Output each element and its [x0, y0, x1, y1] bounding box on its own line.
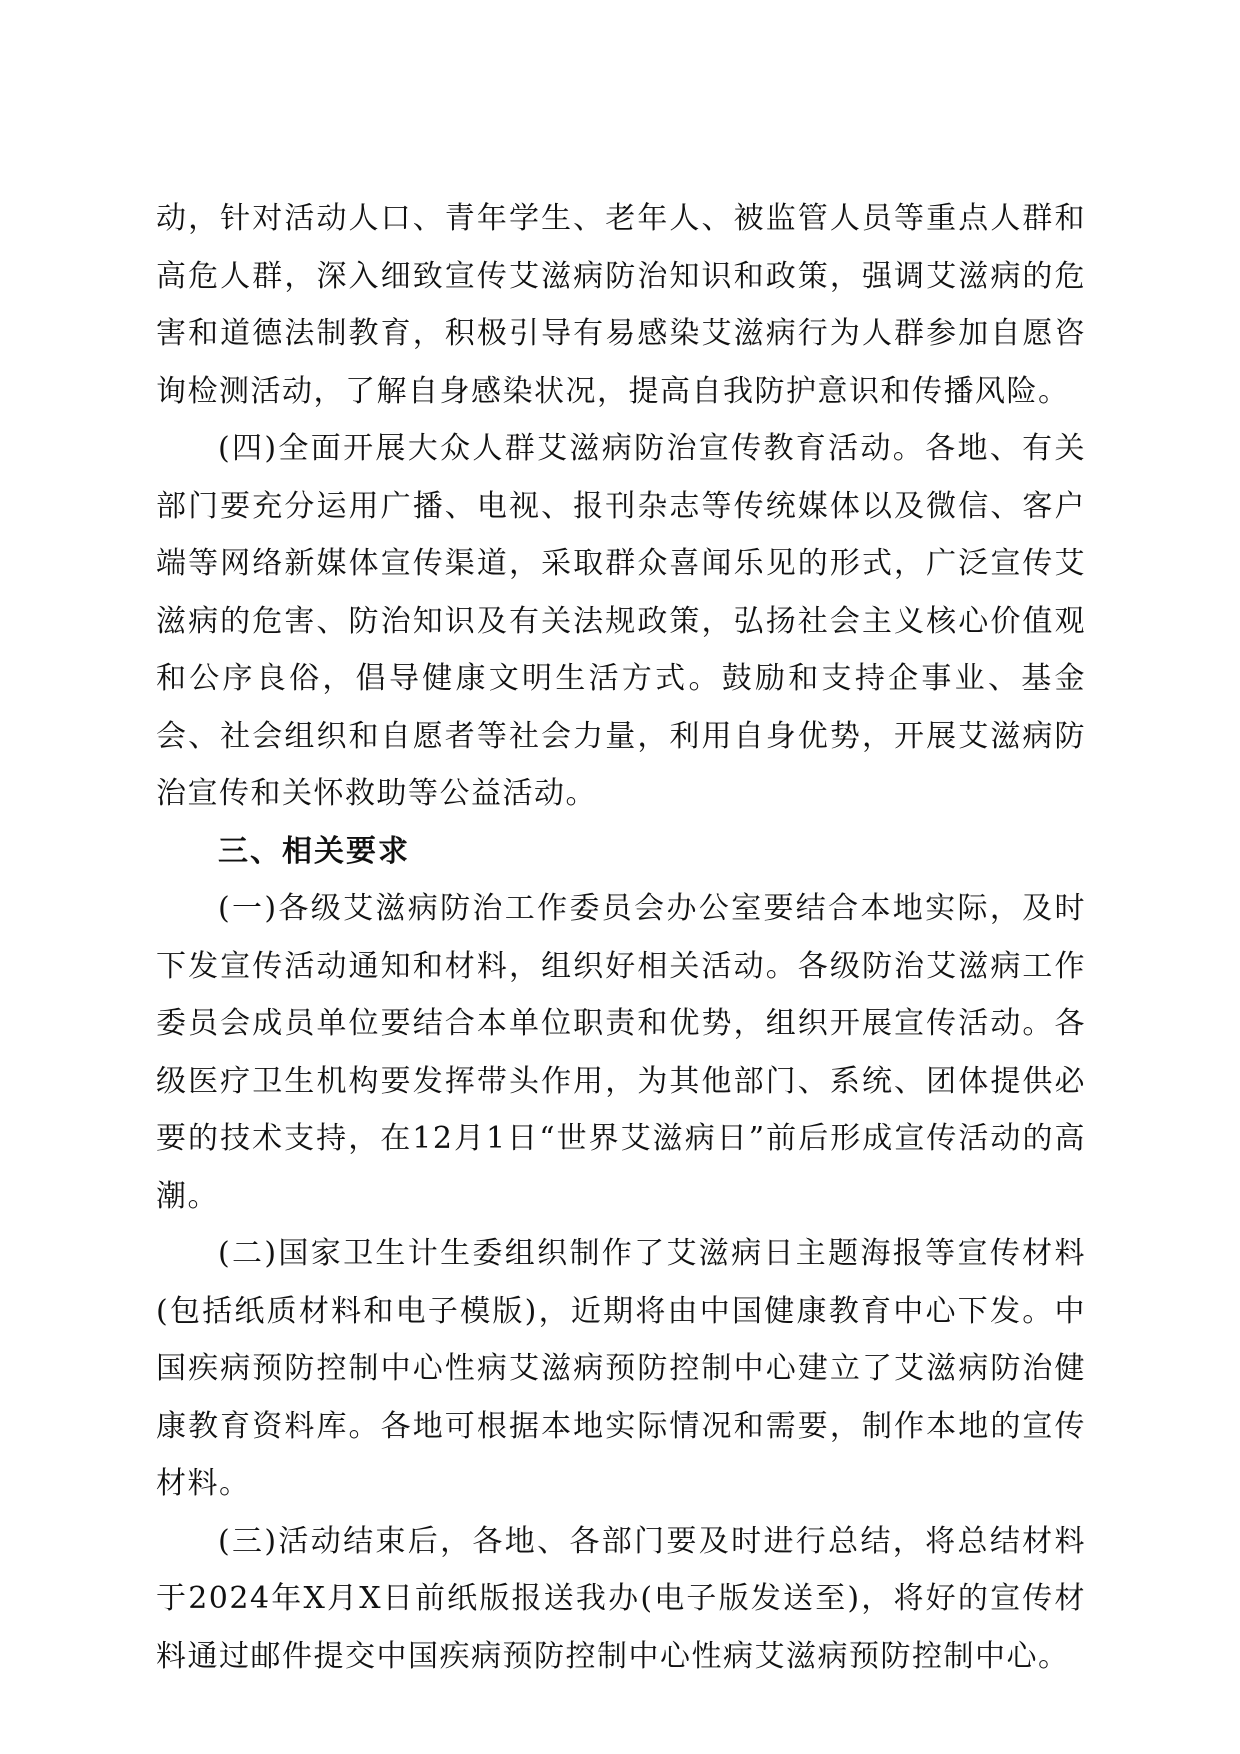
- section-heading-requirements: 三、相关要求: [218, 833, 410, 869]
- paragraph-requirement-3: (三)活动结束后，各地、各部门要及时进行总结，将总结材料于2024年X月X日前纸版报送我办(电子版发送至)，将好的宣传材料通过邮件提交中国疾病预防控制中心性病艾滋病预防控制中心。: [156, 1523, 1086, 1674]
- paragraph-public-campaign: (四)全面开展大众人群艾滋病防治宣传教育活动。各地、有关部门要充分运用广播、电视、报刊杂志等传统媒体以及微信、客户端等网络新媒体宣传渠道，采取群众喜闻乐见的形式，广泛宣传艾滋病的危害、防治知识及有关法规政策，弘扬社会主义核心价值观和公序良俗，倡导健康文明生活方式。鼓励和支持企事业、基金会、社会组织和自愿者等社会力量，利用自身优势，开展艾滋病防治宣传和关怀救助等公益活动。: [156, 431, 1086, 811]
- document-body: [156, 190, 1086, 1685]
- paragraph-requirement-2: (二)国家卫生计生委组织制作了艾滋病日主题海报等宣传材料(包括纸质材料和电子模版)，近期将由中国健康教育中心下发。中国疾病预防控制中心性病艾滋病预防控制中心建立了艾滋病防治健康教育资料库。各地可根据本地实际情况和需要，制作本地的宣传材料。: [156, 1236, 1086, 1501]
- paragraph-continuation: 动，针对活动人口、青年学生、老年人、被监管人员等重点人群和高危人群，深入细致宣传艾滋病防治知识和政策，强调艾滋病的危害和道德法制教育，积极引导有易感染艾滋病行为人群参加自愿咨询检测活动，了解自身感染状况，提高自我防护意识和传播风险。: [156, 201, 1086, 409]
- paragraph-requirement-1: (一)各级艾滋病防治工作委员会办公室要结合本地实际，及时下发宣传活动通知和材料，组织好相关活动。各级防治艾滋病工作委员会成员单位要结合本单位职责和优势，组织开展宣传活动。各级医疗卫生机构要发挥带头作用，为其他部门、系统、团体提供必要的技术支持，在12月1日“世界艾滋病日”前后形成宣传活动的高潮。: [156, 891, 1086, 1214]
